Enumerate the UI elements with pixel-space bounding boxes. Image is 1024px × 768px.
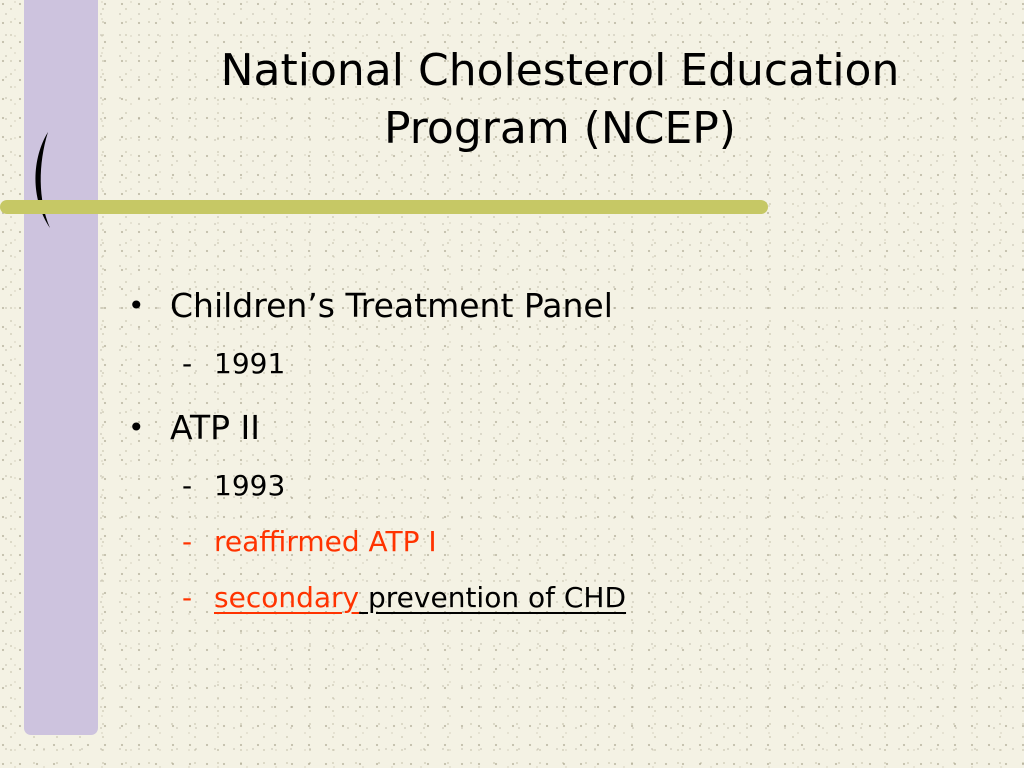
sub-list-container (124, 458, 984, 626)
bullet-marker: • (128, 289, 145, 322)
sub-item-text: reaffirmed ATP I (214, 525, 437, 558)
horizontal-accent-rule (0, 200, 768, 214)
title-line-2: Program (NCEP) (384, 103, 736, 154)
bullet-marker: • (128, 411, 145, 444)
dash-marker: - (182, 581, 193, 614)
dash-marker: - (182, 347, 193, 380)
sub-item-text-highlight: secondary (214, 581, 360, 614)
vertical-accent-bar (24, 0, 98, 735)
sub-item-reaffirmed (124, 514, 984, 570)
bullet-text: ATP II (170, 408, 261, 447)
bracket-swoosh-icon (28, 128, 68, 232)
sub-item-text: 1993 (214, 469, 286, 502)
sub-list (124, 336, 984, 392)
title-line-1: National Cholesterol Education (220, 45, 900, 96)
sub-item-1993 (124, 458, 984, 514)
bullet-item-childrens-panel (124, 280, 984, 332)
sub-item-secondary-prevention (124, 570, 984, 626)
dash-marker: - (182, 525, 193, 558)
sub-list (124, 458, 984, 626)
sub-list-container (124, 336, 984, 392)
slide-title (120, 42, 1000, 158)
sub-item-text: 1991 (214, 347, 286, 380)
sub-item-text-rest: prevention of CHD (359, 581, 627, 614)
bullet-text: Children’s Treatment Panel (170, 286, 613, 325)
dash-marker: - (182, 469, 193, 502)
sub-item-1991 (124, 336, 984, 392)
bullet-list (124, 280, 984, 636)
bullet-item-atp-ii (124, 402, 984, 454)
